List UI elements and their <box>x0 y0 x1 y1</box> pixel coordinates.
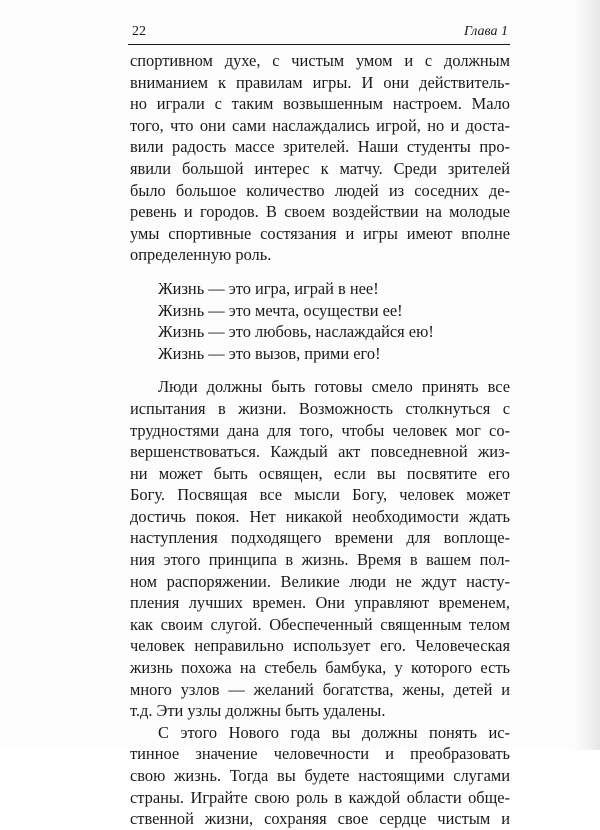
paragraph-line: пления лучших времен. Они управляют временем, <box>130 593 510 613</box>
poem-line: Жизнь — это любовь, наслаждайся ею! <box>158 322 434 342</box>
paragraph-line: было большое количество людей из соседних де- <box>130 180 510 200</box>
paragraph-1 <box>130 50 510 266</box>
paragraph-line: определенную роль. <box>130 245 272 265</box>
paragraph-line: как своим слугой. Обеспеченный священным телом <box>130 614 510 634</box>
paragraph-line: того, что они сами наслаждались игрой, но и доста- <box>130 115 510 135</box>
paragraph-line: т.д. Эти узлы должны быть удалены. <box>130 701 386 721</box>
poem-line: Жизнь — это игра, играй в нее! <box>158 278 379 298</box>
poem-line: Жизнь — это вызов, прими его! <box>158 343 381 363</box>
page-number: 22 <box>132 24 146 39</box>
page-edge-shadow <box>574 0 600 750</box>
paragraph-line: вниманием к правилам игры. И они действитель- <box>130 72 510 92</box>
paragraph-line: трудностями дана для того, чтобы человек мог со- <box>130 420 510 440</box>
poem-line: Жизнь — это мечта, осуществи ее! <box>158 300 403 320</box>
body-text <box>130 50 510 830</box>
running-head: Глава 1 <box>464 24 508 39</box>
paragraph-line: ственной жизни, сохраняя свое сердце чистым и <box>130 809 510 829</box>
paragraph-line: вершенствоваться. Каждый акт повседневной жиз- <box>130 442 510 462</box>
paragraph-2 <box>130 376 510 722</box>
paragraph-line: ния этого принципа в жизнь. Время в вашем пол- <box>130 550 510 570</box>
paragraph-line: ном распоряжении. Великие люди не ждут насту- <box>130 571 510 591</box>
page-header <box>128 24 510 45</box>
paragraph-line: много узлов — желаний богатства, жены, детей и <box>130 679 510 699</box>
paragraph-3 <box>130 722 510 830</box>
paragraph-line: ревень и городов. В своем воздействии на молодые <box>130 202 510 222</box>
paragraph-line: человек неправильно использует его. Человеческая <box>130 636 510 656</box>
paragraph-line: наступления подходящего времени для воплоще- <box>130 528 510 548</box>
paragraph-line: свою жизнь. Тогда вы будете настоящими слугами <box>130 766 510 785</box>
paragraph-line: ни может быть освящен, если вы посвятите его <box>130 463 510 483</box>
paragraph-line: страны. Играйте свою роль в каждой области обще- <box>130 787 510 807</box>
paragraph-line: вили радость массе зрителей. Наши студенты про- <box>130 137 510 157</box>
paragraph-line: жизнь похожа на стебель бамбука, у которого есть <box>130 658 510 678</box>
paragraph-line: достичь покоя. Нет никакой необходимости ждать <box>130 506 510 526</box>
paragraph-line: испытания в жизни. Возможность столкнуться с <box>130 398 510 418</box>
paragraph-line: тинное значение человечности и преобразовать <box>130 744 510 764</box>
paragraph-line: Богу. Посвящая все мысли Богу, человек может <box>130 485 510 505</box>
paragraph-line: но играли с таким возвышенным настроем. Мало <box>130 94 510 114</box>
poem <box>130 278 510 364</box>
paragraph-line: явили большой интерес к матчу. Среди зрителей <box>130 158 510 178</box>
paragraph-line: С этого Нового года вы должны понять ис- <box>158 722 510 742</box>
paragraph-line: спортивном духе, с чистым умом и с должным <box>130 51 510 70</box>
paragraph-line: Люди должны быть готовы смело принять все <box>158 377 510 397</box>
paragraph-line: умы спортивные состязания и игры имеют вполне <box>130 223 510 243</box>
